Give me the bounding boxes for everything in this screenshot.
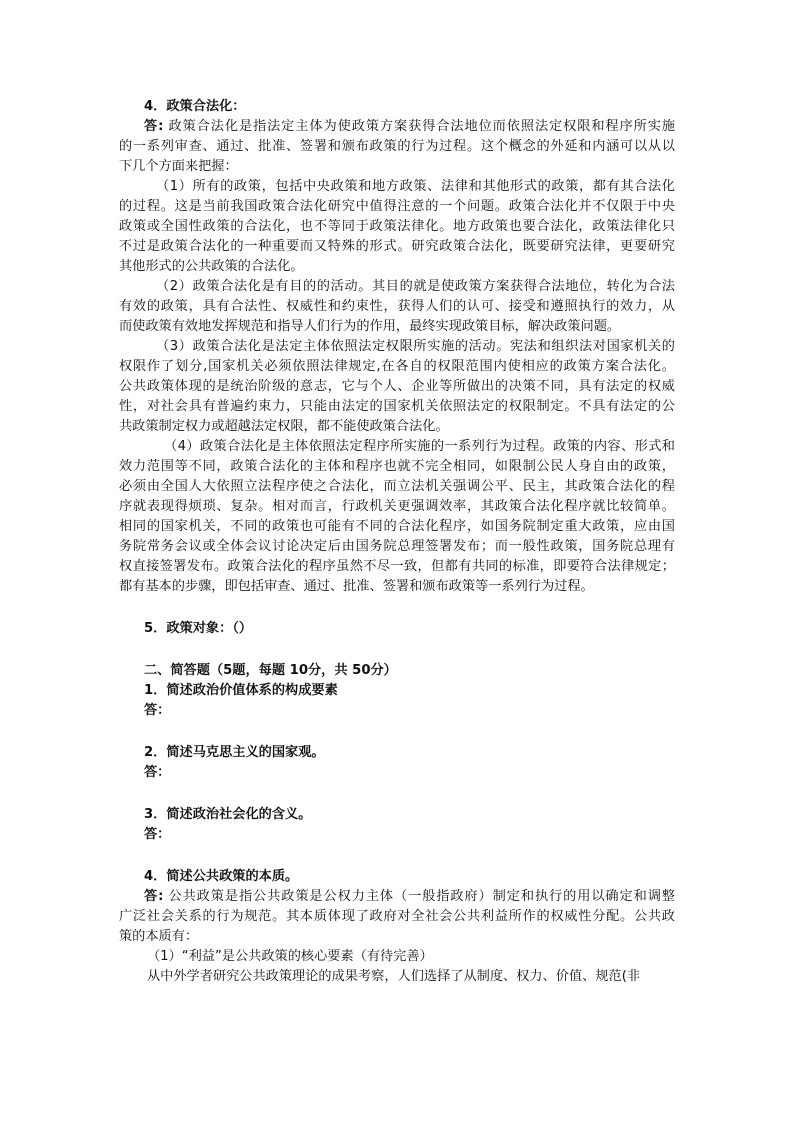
answer-label: 答:	[144, 119, 164, 134]
paragraph-line: 效力范围等不同，政策合法化的主体和程序也就不完全相同，如限制公民人身自由的政策，	[119, 459, 675, 474]
paragraph-line: 的过程。这是当前我国政策合法化研究中值得注意的一个问题。政策合法化并不仅限于中央	[119, 199, 675, 214]
document-page	[119, 97, 675, 987]
paragraph-line: （2）政策合法化是有目的的活动。其目的就是使政策方案获得合法地位，转化为合法	[156, 279, 675, 294]
paragraph-line: （3）政策合法化是法定主体依照法定权限所实施的活动。宪法和组织法对国家机关的	[156, 339, 675, 354]
answer-label: 答：	[144, 703, 171, 718]
question-title: 1．简述政治价值体系的构成要素	[144, 683, 338, 698]
question-title: 4．简述公共政策的本质。	[144, 869, 299, 884]
answer-label: 答：	[144, 765, 171, 780]
answer-label: 答：	[144, 827, 171, 842]
question-title: 2．简述马克思主义的国家观。	[144, 745, 325, 760]
paragraph-line: 下几个方面来把握：	[119, 159, 238, 174]
answer-label: 答:	[144, 889, 164, 904]
part-heading: 二、简答题（5题，每题 10分，共 50分）	[144, 663, 397, 678]
paragraph-line: 而使政策有效地发挥规范和指导人们行为的作用，最终实现政策目标，解决政策问题。	[119, 319, 621, 334]
paragraph-line: 答: 政策合法化是指法定主体为使政策方案获得合法地位而依照法定权限和程序所实施	[144, 119, 675, 134]
paragraph-line: 其他形式的公共政策的合法化。	[119, 259, 304, 274]
paragraph-line: 权限作了划分,国家机关必须依照法律规定,在各自的权限范围内使相应的政策方案合法化。	[119, 359, 675, 374]
paragraph-line: 不过是政策合法化的一种重要而又特殊的形式。研究政策合法化，既要研究法律，更要研究	[119, 239, 675, 254]
paragraph-line: 策的本质有：	[119, 929, 199, 944]
section-heading: 5．政策对象：（）	[144, 621, 253, 636]
paragraph-line: 公共政策体现的是统治阶级的意志，它与个人、企业等所做出的决策不同，具有法定的权威	[119, 379, 675, 394]
paragraph-line: 性，对社会具有普遍约束力，只能由法定的国家机关依照法定的权限制定。不具有法定的公	[119, 399, 675, 414]
paragraph-line: （1）“利益”是公共政策的核心要素（有待完善）	[147, 949, 433, 964]
paragraph-line: 的一系列审查、通过、批准、签署和颁布政策的行为过程。这个概念的外延和内涵可以从以	[119, 139, 675, 154]
question-title: 3．简述政治社会化的含义。	[144, 807, 312, 822]
paragraph-line: 广泛社会关系的行为规范。其本质体现了政府对全社会公共利益所作的权威性分配。公共政	[119, 909, 675, 924]
paragraph-line: 共政策制定权力或超越法定权限，都不能使政策合法化。	[119, 419, 449, 434]
paragraph-line: （1）所有的政策，包括中央政策和地方政策、法律和其他形式的政策，都有其合法化	[156, 179, 675, 194]
section-heading: 4．政策合法化：	[144, 99, 246, 114]
paragraph-line: 从中外学者研究公共政策理论的成果考察，人们选择了从制度、权力、价值、规范(非	[147, 969, 641, 984]
paragraph-line: 务院常务会议或全体会议讨论决定后由国务院总理签署发布；而一般性政策，国务院总理有	[119, 539, 675, 554]
paragraph-line: （4）政策合法化是主体依照法定程序所实施的一系列行为过程。政策的内容、形式和	[164, 439, 675, 454]
paragraph-line: 必须由全国人大依照立法程序使之合法化，而立法机关强调公平、民主，其政策合法化的程	[119, 479, 675, 494]
paragraph-line: 政策或全国性政策的合法化，也不等同于政策法律化。地方政策也要合法化，政策法律化只	[119, 219, 675, 234]
paragraph-line: 相同的国家机关，不同的政策也可能有不同的合法化程序，如国务院制定重大政策，应由国	[119, 519, 675, 534]
paragraph-line: 有效的政策，具有合法性、权威性和约束性，获得人们的认可、接受和遵照执行的效力，从	[119, 299, 675, 314]
paragraph-line: 都有基本的步骤，即包括审查、通过、批准、签署和颁布政策等一系列行为过程。	[119, 579, 594, 594]
paragraph-line: 序就表现得烦琐、复杂。相对而言，行政机关更强调效率，其政策合法化程序就比较简单。	[119, 499, 675, 514]
paragraph-line: 答: 公共政策是指公共政策是公权力主体（一般指政府）制定和执行的用以确定和调整	[144, 889, 675, 904]
paragraph-line: 权直接签署发布。政策合法化的程序虽然不尽一致，但都有共同的标准，即要符合法律规定；	[119, 559, 675, 574]
